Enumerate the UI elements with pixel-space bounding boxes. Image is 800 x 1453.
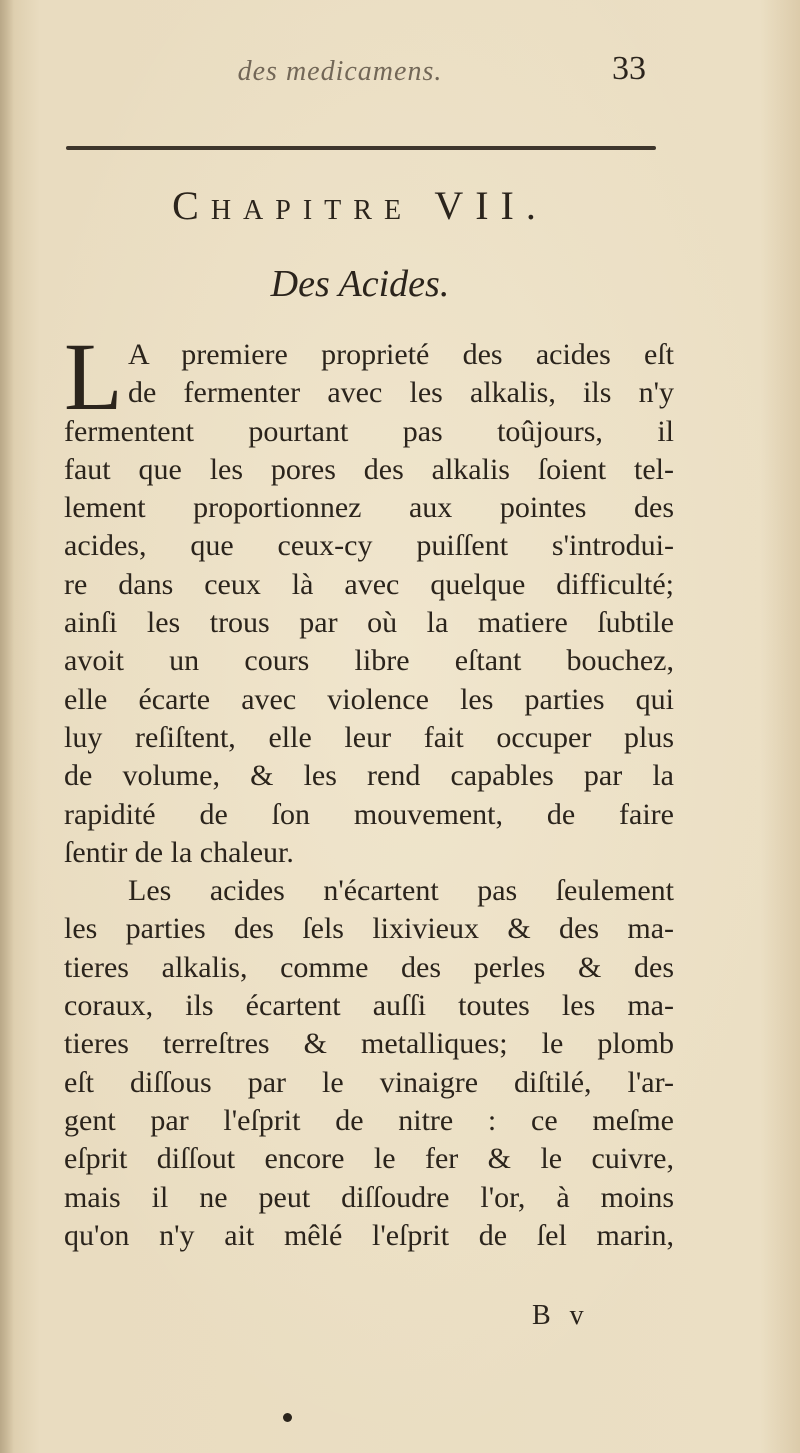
text-line: de volume, & les rend capables par la [64,759,674,793]
text-line: faut que les pores des alkalis ſoient tel- [64,452,674,486]
page-gutter-shadow [0,0,14,1453]
text-line: luy reſiſtent, elle leur fait occuper plus [64,720,674,754]
text-line: fermentent pourtant pas toûjours, il [64,414,674,448]
page-number: 33 [612,50,646,87]
ink-spot [283,1413,292,1422]
text-line: lement proportionnez aux pointes des [64,491,674,525]
chapter-title: Chapitre VII. [172,183,548,228]
text-line: ſentir de la chaleur. [64,835,294,869]
text-line: de fermenter avec les alkalis, ils n'y [128,376,674,410]
drop-cap: L [64,323,123,430]
text-line: A premiere proprieté des acides eſt [128,338,674,371]
text-line: qu'on n'y ait mêlé l'eſprit de ſel marin, [64,1218,674,1252]
running-head: des medicamens. [237,56,443,87]
text-line: eſt diſſous par le vinaigre diſtilé, l'ar- [64,1065,674,1099]
text-line: avoit un cours libre eſtant bouchez, [64,644,674,678]
text-line: gent par l'eſprit de nitre : ce meſme [64,1103,674,1137]
text-line: rapidité de ſon mouvement, de faire [64,797,674,831]
text-line: tieres terreſtres & metalliques; le plomb [64,1027,674,1061]
text-line: coraux, ils écartent auſſi toutes les ma- [64,989,674,1023]
text-line: acides, que ceux-cy puiſſent s'introdui- [64,529,674,563]
text-line: elle écarte avec violence les parties qui [64,682,674,716]
text-line: eſprit diſſout encore le fer & le cuivre, [64,1142,674,1176]
text-line: mais il ne peut diſſoudre l'or, à moins [64,1180,674,1214]
section-title: Des Acides. [270,263,450,305]
text-line: les parties des ſels lixivieux & des ma- [64,912,674,946]
paragraph-2 [64,872,674,1255]
paragraph-1 [64,323,674,872]
signature-mark: B v [532,1300,590,1331]
text-line: re dans ceux là avec quelque difficulté; [64,567,674,601]
text-line: Les acides n'écartent pas ſeulement [128,874,674,908]
text-line: tieres alkalis, comme des perles & des [64,950,674,984]
header-rule [66,146,656,150]
text-line: ainſi les trous par où la matiere ſubtile [64,606,674,640]
body-text [64,323,674,1255]
